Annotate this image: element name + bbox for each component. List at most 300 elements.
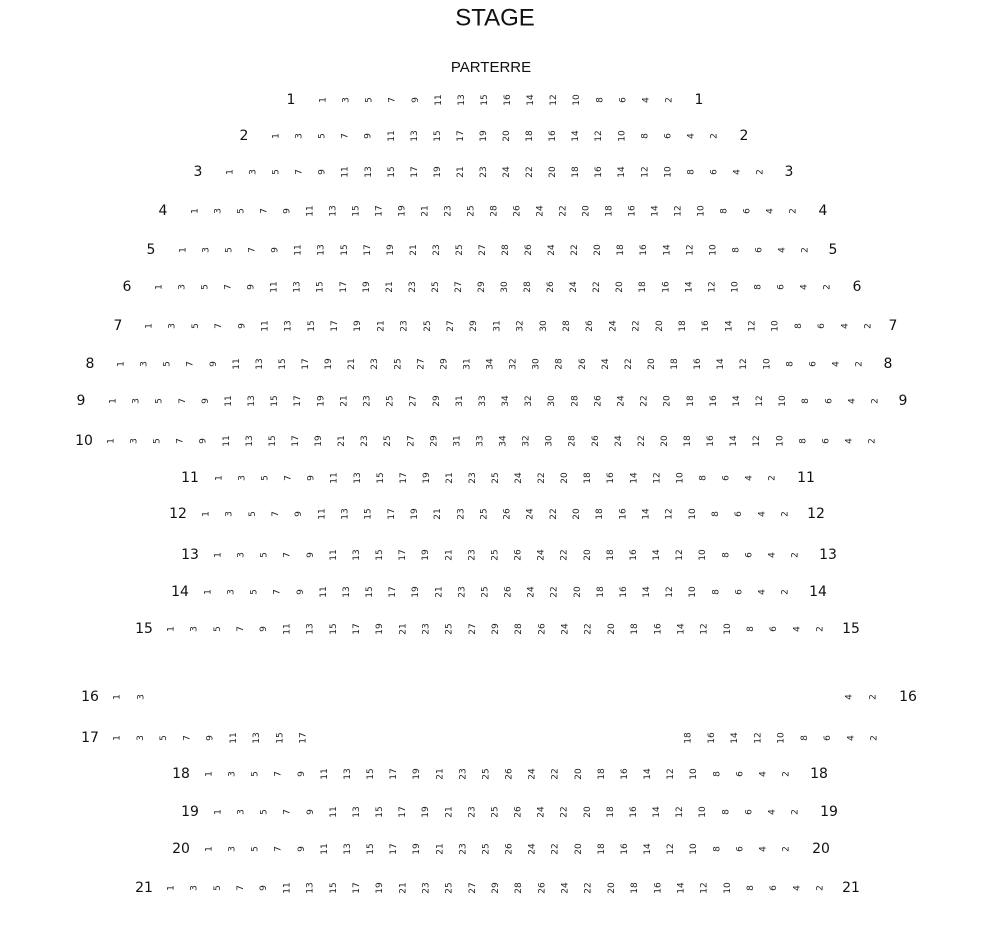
seat[interactable]: 12 (753, 732, 764, 744)
seat[interactable]: 8 (719, 208, 730, 214)
seat[interactable]: 2 (790, 552, 801, 558)
seat[interactable]: 31 (492, 320, 503, 332)
seat[interactable]: 6 (742, 208, 753, 214)
seat[interactable]: 19 (421, 549, 432, 561)
seat[interactable]: 30 (544, 435, 555, 447)
seat[interactable]: 2 (854, 361, 865, 367)
seat[interactable]: 5 (162, 361, 173, 367)
seat[interactable]: 14 (652, 806, 662, 818)
seat[interactable]: 11 (318, 586, 329, 598)
seat[interactable]: 8 (801, 398, 812, 404)
seat[interactable]: 5 (190, 323, 201, 329)
seat[interactable]: 6 (821, 438, 832, 444)
seat[interactable]: 9 (363, 133, 374, 139)
seat[interactable]: 17 (398, 472, 409, 484)
seat[interactable]: 32 (521, 435, 532, 447)
seat[interactable]: 16 (618, 586, 629, 598)
seat[interactable]: 17 (330, 320, 340, 332)
seat[interactable]: 30 (500, 281, 510, 293)
seat[interactable]: 11 (224, 395, 234, 407)
seat[interactable]: 20 (548, 166, 559, 178)
seat[interactable]: 18 (638, 281, 649, 293)
seat[interactable]: 19 (385, 244, 396, 256)
seat[interactable]: 3 (213, 208, 224, 214)
seat[interactable]: 11 (260, 320, 271, 332)
seat[interactable]: 18 (595, 508, 606, 520)
seat[interactable]: 9 (305, 809, 316, 815)
seat[interactable]: 26 (502, 508, 513, 520)
seat[interactable]: 14 (642, 586, 652, 598)
seat[interactable]: 2 (822, 284, 833, 290)
seat[interactable]: 4 (847, 398, 858, 404)
seat[interactable]: 8 (746, 885, 756, 891)
seat[interactable]: 14 (643, 843, 653, 855)
seat[interactable]: 12 (699, 623, 710, 635)
seat[interactable]: 21 (434, 586, 445, 598)
seat[interactable]: 11 (317, 508, 328, 520)
seat[interactable]: 14 (676, 623, 687, 635)
seat[interactable]: 15 (386, 166, 397, 178)
seat[interactable]: 28 (514, 623, 525, 635)
seat[interactable]: 17 (298, 732, 309, 744)
seat[interactable]: 16 (619, 843, 630, 855)
seat[interactable]: 11 (282, 623, 293, 635)
seat[interactable]: 10 (776, 732, 787, 744)
seat[interactable]: 22 (623, 358, 634, 370)
seat[interactable]: 8 (686, 169, 697, 175)
seat[interactable]: 7 (272, 589, 283, 595)
seat[interactable]: 2 (870, 398, 881, 404)
seat[interactable]: 9 (259, 626, 270, 632)
seat[interactable]: 14 (652, 549, 662, 561)
seat[interactable]: 7 (182, 735, 193, 741)
seat[interactable]: 5 (200, 284, 211, 290)
seat[interactable]: 3 (167, 323, 178, 329)
seat[interactable]: 12 (673, 205, 684, 217)
seat[interactable]: 8 (798, 438, 809, 444)
seat[interactable]: 16 (627, 205, 638, 217)
seat[interactable]: 18 (596, 768, 607, 780)
seat[interactable]: 17 (362, 244, 373, 256)
seat[interactable]: 17 (293, 395, 304, 407)
seat[interactable]: 27 (453, 281, 464, 293)
seat[interactable]: 8 (721, 809, 732, 815)
seat[interactable]: 34 (501, 395, 511, 407)
seat[interactable]: 22 (639, 395, 650, 407)
seat[interactable]: 10 (698, 549, 709, 561)
seat[interactable]: 13 (342, 586, 352, 598)
seat[interactable]: 5 (317, 133, 328, 139)
seat[interactable]: 7 (214, 323, 225, 329)
seat[interactable]: 2 (709, 133, 720, 139)
seat[interactable]: 8 (711, 589, 722, 595)
seat[interactable]: 16 (708, 395, 719, 407)
seat[interactable]: 12 (666, 768, 677, 780)
seat[interactable]: 15 (270, 395, 281, 407)
seat[interactable]: 30 (531, 358, 542, 370)
seat[interactable]: 23 (399, 320, 410, 332)
seat[interactable]: 12 (665, 586, 676, 598)
seat[interactable]: 13 (252, 732, 262, 744)
seat[interactable]: 4 (686, 133, 697, 139)
seat[interactable]: 28 (567, 435, 578, 447)
seat[interactable]: 13 (305, 623, 316, 635)
seat[interactable]: 2 (790, 809, 801, 815)
seat[interactable]: 12 (675, 549, 686, 561)
seat[interactable]: 3 (341, 97, 352, 103)
seat[interactable]: 19 (412, 768, 423, 780)
seat[interactable]: 26 (585, 320, 596, 332)
seat[interactable]: 14 (643, 768, 653, 780)
seat[interactable]: 31 (454, 395, 465, 407)
seat[interactable]: 6 (618, 97, 629, 103)
seat[interactable]: 22 (559, 806, 570, 818)
seat[interactable]: 5 (259, 552, 270, 558)
seat[interactable]: 2 (815, 626, 826, 632)
seat[interactable]: 15 (366, 843, 377, 855)
seat[interactable]: 11 (340, 166, 351, 178)
seat[interactable]: 6 (734, 589, 745, 595)
seat[interactable]: 20 (572, 508, 583, 520)
seat[interactable]: 29 (439, 358, 450, 370)
seat[interactable]: 20 (660, 435, 670, 447)
seat[interactable]: 21 (444, 806, 455, 818)
seat[interactable]: 5 (212, 626, 223, 632)
seat[interactable]: 12 (549, 94, 560, 106)
seat[interactable]: 23 (467, 806, 478, 818)
seat[interactable]: 1 (166, 626, 177, 632)
seat[interactable]: 15 (328, 623, 339, 635)
seat[interactable]: 9 (205, 735, 216, 741)
seat[interactable]: 12 (640, 166, 651, 178)
seat[interactable]: 6 (735, 771, 746, 777)
seat[interactable]: 2 (767, 475, 778, 481)
seat[interactable]: 1 (112, 694, 123, 700)
seat[interactable]: 3 (227, 771, 238, 777)
seat[interactable]: 16 (619, 768, 630, 780)
seat[interactable]: 32 (524, 395, 535, 407)
seat[interactable]: 6 (776, 284, 787, 290)
seat[interactable]: 16 (503, 94, 513, 106)
seat[interactable]: 14 (684, 281, 695, 293)
seat[interactable]: 9 (294, 511, 305, 517)
seat[interactable]: 15 (375, 806, 386, 818)
seat[interactable]: 4 (792, 626, 803, 632)
seat[interactable]: 2 (863, 323, 874, 329)
seat[interactable]: 23 (467, 549, 478, 561)
seat[interactable]: 1 (116, 361, 127, 367)
seat[interactable]: 23 (421, 882, 432, 894)
seat[interactable]: 28 (501, 244, 511, 256)
seat[interactable]: 21 (420, 205, 431, 217)
seat[interactable]: 23 (362, 395, 373, 407)
seat[interactable]: 4 (840, 323, 851, 329)
seat[interactable]: 28 (489, 205, 500, 217)
seat[interactable]: 6 (734, 511, 745, 517)
seat[interactable]: 19 (361, 281, 372, 293)
seat[interactable]: 10 (696, 205, 707, 217)
seat[interactable]: 10 (572, 94, 583, 106)
seat[interactable]: 8 (640, 133, 651, 139)
seat[interactable]: 4 (844, 694, 855, 700)
seat[interactable]: 20 (662, 395, 673, 407)
seat[interactable]: 14 (571, 130, 582, 142)
seat[interactable]: 12 (594, 130, 605, 142)
seat[interactable]: 17 (291, 435, 301, 447)
seat[interactable]: 25 (383, 435, 394, 447)
seat[interactable]: 9 (296, 846, 307, 852)
seat[interactable]: 8 (731, 247, 742, 253)
seat[interactable]: 21 (376, 320, 387, 332)
seat[interactable]: 28 (562, 320, 572, 332)
seat[interactable]: 23 (370, 358, 381, 370)
seat[interactable]: 25 (454, 244, 465, 256)
seat[interactable]: 27 (446, 320, 456, 332)
seat[interactable]: 4 (757, 589, 768, 595)
seat[interactable]: 7 (223, 284, 234, 290)
seat[interactable]: 16 (548, 130, 559, 142)
seat[interactable]: 20 (573, 768, 584, 780)
seat[interactable]: 10 (708, 244, 719, 256)
seat[interactable]: 13 (363, 166, 374, 178)
seat[interactable]: 25 (491, 472, 501, 484)
seat[interactable]: 24 (502, 166, 512, 178)
seat[interactable]: 25 (490, 549, 501, 561)
seat[interactable]: 20 (646, 358, 657, 370)
seat[interactable]: 6 (769, 885, 780, 891)
seat[interactable]: 13 (343, 843, 353, 855)
seat[interactable]: 24 (600, 358, 611, 370)
seat[interactable]: 15 (351, 205, 362, 217)
seat[interactable]: 19 (432, 166, 443, 178)
seat[interactable]: 9 (306, 475, 317, 481)
seat[interactable]: 7 (175, 438, 186, 444)
seat[interactable]: 5 (236, 208, 247, 214)
seat[interactable]: 18 (630, 882, 641, 894)
seat[interactable]: 22 (548, 508, 559, 520)
seat[interactable]: 19 (353, 320, 364, 332)
seat[interactable]: 16 (639, 244, 650, 256)
seat[interactable]: 12 (699, 882, 710, 894)
seat[interactable]: 27 (416, 358, 427, 370)
seat[interactable]: 30 (538, 320, 549, 332)
seat[interactable]: 10 (689, 843, 700, 855)
seat[interactable]: 29 (469, 320, 480, 332)
seat[interactable]: 20 (615, 281, 626, 293)
seat[interactable]: 26 (504, 768, 515, 780)
seat[interactable]: 23 (456, 508, 467, 520)
seat[interactable]: 2 (869, 735, 880, 741)
seat[interactable]: 3 (236, 809, 247, 815)
seat[interactable]: 18 (630, 623, 641, 635)
seat[interactable]: 6 (744, 809, 755, 815)
seat[interactable]: 21 (444, 472, 455, 484)
seat[interactable]: 16 (628, 549, 639, 561)
seat[interactable]: 11 (228, 732, 239, 744)
seat[interactable]: 14 (617, 166, 628, 178)
seat[interactable]: 22 (558, 205, 569, 217)
seat[interactable]: 2 (781, 846, 792, 852)
seat[interactable]: 18 (596, 843, 607, 855)
seat[interactable]: 4 (641, 97, 652, 103)
seat[interactable]: 22 (570, 244, 581, 256)
seat[interactable]: 22 (550, 768, 561, 780)
seat[interactable]: 19 (421, 806, 432, 818)
seat[interactable]: 14 (729, 435, 740, 447)
seat[interactable]: 2 (815, 885, 826, 891)
seat[interactable]: 2 (755, 169, 766, 175)
seat[interactable]: 5 (159, 735, 169, 741)
seat[interactable]: 30 (547, 395, 558, 407)
seat[interactable]: 10 (762, 358, 773, 370)
seat[interactable]: 17 (398, 806, 409, 818)
seat[interactable]: 29 (491, 882, 501, 894)
seat[interactable]: 29 (429, 435, 440, 447)
seat[interactable]: 4 (844, 438, 855, 444)
seat[interactable]: 23 (407, 281, 418, 293)
seat[interactable]: 3 (129, 438, 140, 444)
seat[interactable]: 33 (475, 435, 486, 447)
seat[interactable]: 1 (204, 771, 215, 777)
seat[interactable]: 4 (758, 771, 769, 777)
seat[interactable]: 1 (214, 475, 225, 481)
seat[interactable]: 1 (112, 735, 123, 741)
seat[interactable]: 20 (581, 205, 592, 217)
seat[interactable]: 3 (136, 694, 147, 700)
seat[interactable]: 14 (650, 205, 661, 217)
seat[interactable]: 9 (198, 438, 209, 444)
seat[interactable]: 22 (549, 586, 560, 598)
seat[interactable]: 16 (653, 623, 664, 635)
seat[interactable]: 16 (661, 281, 672, 293)
seat[interactable]: 14 (730, 732, 740, 744)
seat[interactable]: 17 (374, 205, 385, 217)
seat[interactable]: 25 (479, 508, 490, 520)
seat[interactable]: 10 (663, 166, 674, 178)
seat[interactable]: 25 (490, 806, 501, 818)
seat[interactable]: 20 (572, 586, 583, 598)
seat[interactable]: 11 (231, 358, 242, 370)
seat[interactable]: 17 (398, 549, 409, 561)
seat[interactable]: 21 (455, 166, 466, 178)
seat[interactable]: 16 (706, 732, 717, 744)
seat[interactable]: 11 (433, 94, 444, 106)
seat[interactable]: 13 (283, 320, 294, 332)
seat[interactable]: 1 (213, 552, 224, 558)
seat[interactable]: 4 (765, 208, 776, 214)
seat[interactable]: 5 (250, 846, 261, 852)
seat[interactable]: 9 (200, 398, 211, 404)
seat[interactable]: 10 (778, 395, 789, 407)
seat[interactable]: 25 (444, 623, 455, 635)
seat[interactable]: 7 (340, 133, 351, 139)
seat[interactable]: 26 (504, 843, 515, 855)
seat[interactable]: 1 (204, 846, 215, 852)
seat[interactable]: 29 (491, 623, 501, 635)
seat[interactable]: 26 (590, 435, 601, 447)
seat[interactable]: 1 (144, 323, 155, 329)
seat[interactable]: 17 (338, 281, 349, 293)
seat[interactable]: 10 (617, 130, 628, 142)
seat[interactable]: 3 (131, 398, 142, 404)
seat[interactable]: 20 (654, 320, 665, 332)
seat[interactable]: 24 (613, 435, 624, 447)
seat[interactable]: 14 (716, 358, 727, 370)
seat[interactable]: 6 (709, 169, 720, 175)
seat[interactable]: 18 (683, 732, 694, 744)
seat[interactable]: 13 (328, 205, 339, 217)
seat[interactable]: 20 (606, 882, 617, 894)
seat[interactable]: 26 (512, 205, 523, 217)
seat[interactable]: 1 (318, 97, 329, 103)
seat[interactable]: 19 (375, 882, 386, 894)
seat[interactable]: 25 (466, 205, 477, 217)
seat[interactable]: 22 (550, 843, 561, 855)
seat[interactable]: 1 (178, 247, 189, 253)
seat[interactable]: 15 (480, 94, 490, 106)
seat[interactable]: 1 (190, 208, 201, 214)
seat[interactable]: 13 (254, 358, 265, 370)
seat[interactable]: 27 (406, 435, 417, 447)
seat[interactable]: 18 (571, 166, 582, 178)
seat[interactable]: 8 (785, 361, 796, 367)
seat[interactable]: 7 (259, 208, 270, 214)
seat[interactable]: 4 (732, 169, 743, 175)
seat[interactable]: 24 (536, 549, 547, 561)
seat[interactable]: 2 (780, 589, 791, 595)
seat[interactable]: 15 (277, 358, 288, 370)
seat[interactable]: 31 (462, 358, 473, 370)
seat[interactable]: 10 (698, 806, 709, 818)
seat[interactable]: 23 (360, 435, 371, 447)
seat[interactable]: 21 (435, 843, 446, 855)
seat[interactable]: 6 (754, 247, 765, 253)
seat[interactable]: 11 (328, 549, 339, 561)
seat[interactable]: 22 (559, 549, 570, 561)
seat[interactable]: 17 (388, 586, 399, 598)
seat[interactable]: 5 (250, 771, 261, 777)
seat[interactable]: 3 (201, 247, 212, 253)
seat[interactable]: 18 (685, 395, 696, 407)
seat[interactable]: 10 (730, 281, 741, 293)
seat[interactable]: 3 (248, 169, 259, 175)
seat[interactable]: 19 (375, 623, 386, 635)
seat[interactable]: 2 (800, 247, 811, 253)
seat[interactable]: 5 (154, 398, 165, 404)
seat[interactable]: 3 (224, 511, 235, 517)
seat[interactable]: 25 (444, 882, 455, 894)
seat[interactable]: 16 (594, 166, 605, 178)
seat[interactable]: 25 (481, 768, 492, 780)
seat[interactable]: 8 (712, 846, 723, 852)
seat[interactable]: 11 (329, 472, 340, 484)
seat[interactable]: 12 (664, 508, 675, 520)
seat[interactable]: 8 (711, 511, 721, 517)
seat[interactable]: 2 (780, 511, 791, 517)
seat[interactable]: 23 (443, 205, 454, 217)
seat[interactable]: 5 (247, 511, 258, 517)
seat[interactable]: 20 (560, 472, 571, 484)
seat[interactable]: 1 (201, 511, 212, 517)
seat[interactable]: 26 (513, 549, 524, 561)
seat[interactable]: 14 (724, 320, 735, 332)
seat[interactable]: 23 (431, 244, 442, 256)
seat[interactable]: 26 (537, 882, 548, 894)
seat[interactable]: 18 (605, 806, 616, 818)
seat[interactable]: 16 (706, 435, 717, 447)
seat[interactable]: 20 (582, 806, 593, 818)
seat[interactable]: 24 (547, 244, 558, 256)
